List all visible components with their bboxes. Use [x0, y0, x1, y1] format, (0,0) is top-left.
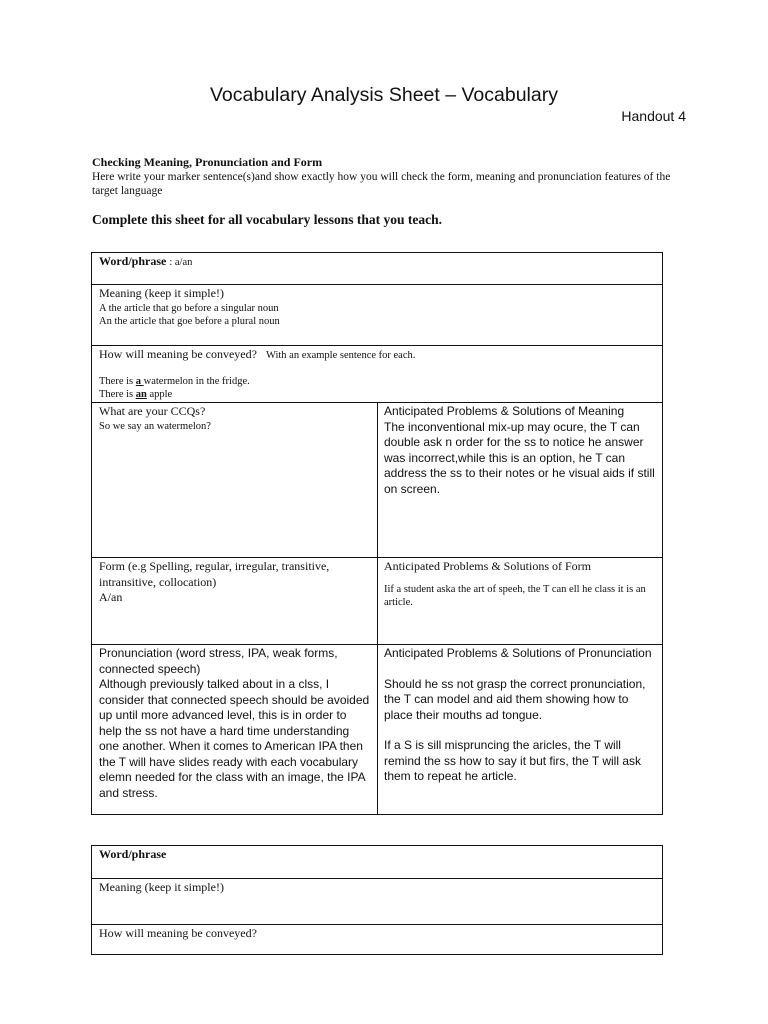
pronunciation-problems-label: Anticipated Problems & Solutions of Pronunciation	[384, 646, 652, 660]
meaning-problems-text: The inconventional mix-up may ocure, the T can double ask n order for the ss to notice he answer was incorrect,while this is an option, he T can address the ss to their notes or he visual aids if still on screen.	[384, 419, 655, 496]
word-label-2: Word/phrase	[99, 847, 167, 861]
form-label: Form (e.g Spelling, regular, irregular, transitive, intransitive, collocation)	[99, 559, 330, 589]
meaning-label-2: Meaning (keep it simple!)	[99, 880, 224, 894]
conveyed-row	[92, 345, 662, 403]
checking-heading: Checking Meaning, Pronunciation and Form	[92, 155, 323, 169]
form-problems-text: Iif a student aska the art of speeh, the T can ell he class it is an article.	[384, 583, 646, 608]
meaning-row-2	[92, 878, 662, 925]
complete-note: Complete this sheet for all vocabulary lessons that you teach.	[92, 212, 442, 227]
pronunciation-problems-text-2: If a S is sill mispruncing the aricles, the T will remind the ss how to say it but firs, the T will ask them to repeat he article.	[384, 738, 641, 783]
example-sentence-2: There is an apple	[99, 388, 173, 400]
word-row-2	[92, 846, 662, 879]
meaning-label: Meaning (keep it simple!)	[99, 286, 224, 300]
meaning-row	[92, 284, 662, 346]
meaning-problems-label: Anticipated Problems & Solutions of Meaning	[384, 404, 625, 418]
pronunciation-row	[92, 644, 662, 814]
vocabulary-table-1	[91, 252, 663, 815]
word-value: : a/an	[169, 257, 193, 268]
handout-number: Handout 4	[621, 108, 686, 124]
form-problems-label: Anticipated Problems & Solutions of Form	[384, 559, 591, 573]
conveyed-label-2: How will meaning be conveyed?	[99, 926, 257, 940]
conveyed-row-2	[92, 924, 662, 955]
ccq-row	[92, 402, 662, 558]
pronunciation-label: Pronunciation (word stress, IPA, weak forms, connected speech)	[99, 646, 338, 676]
vocabulary-table-2	[91, 845, 663, 955]
document-title: Vocabulary Analysis Sheet – Vocabulary	[210, 84, 558, 106]
pronunciation-text: Although previously talked about in a clss, I consider that connected speech should be avoided up until more advanced level, this is in order to help the ss not have a hard time understanding one another. When it comes to American IPA then the T will have slides ready with each vocabulary elemn needed for the class with an image, the IPA and stress.	[99, 677, 370, 800]
meaning-line-1: A the article that go before a singular noun	[99, 302, 279, 314]
ccq-label: What are your CCQs?	[99, 404, 206, 418]
meaning-line-2: An the article that goe before a plural noun	[99, 315, 280, 327]
word-label: Word/phrase	[99, 254, 167, 268]
word-row	[92, 253, 662, 285]
ccq-value: So we say an watermelon?	[99, 420, 211, 432]
example-sentence-1: There is a watermelon in the fridge.	[99, 375, 250, 387]
conveyed-label: How will meaning be conveyed?	[99, 347, 257, 361]
pronunciation-problems-text-1: Should he ss not grasp the correct pronunciation, the T can model and aid them showing how to place their mouths ad tongue.	[384, 676, 646, 722]
form-value: A/an	[99, 590, 123, 604]
form-row	[92, 557, 662, 645]
intro-text: Here write your marker sentence(s)and show exactly how you will check the form, meaning and pronunciation features of the target language	[92, 171, 671, 197]
conveyed-note: With an example sentence for each.	[265, 350, 416, 361]
